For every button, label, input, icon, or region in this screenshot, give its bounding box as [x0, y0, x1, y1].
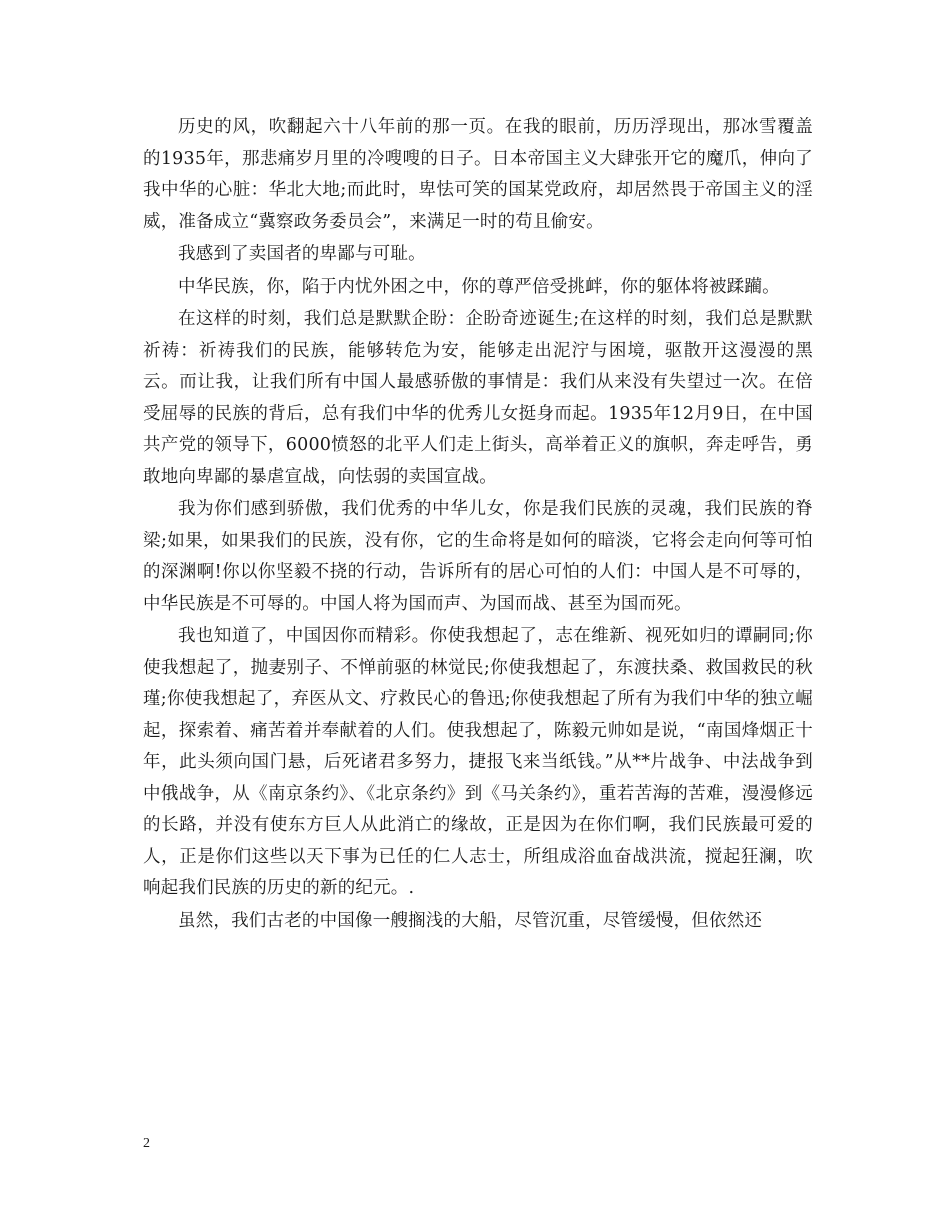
paragraph-3: 中华民族，你，陷于内忧外困之中，你的尊严倍受挑衅，你的躯体将被蹂躏。 [178, 276, 780, 297]
paragraph-7: 虽然，我们古老的中国像一艘搁浅的大船，尽管沉重，尽管缓慢，但依然还 [178, 910, 763, 931]
paragraph-6: 我也知道了，中国因你而精彩。你使我想起了，志在维新、视死如归的谭嗣同;你使我想起了，抛妻别子、不惮前驱的林觉民;你使我想起了，东渡扶桑、救国救民的秋瑾;你使我想起了，弃医从文、疗救民心的鲁迅;你使我想起了所有为我们中华的独立崛起，探索着、痛苦着并奉献着的人们。使我想起了，陈毅元帅如是说，“南国烽烟正十年，此头须向国门悬，后死诸君多努力，捷报飞来当纸钱。”从**片战争、中法战争到中俄战争，从《南京条约》、《北京条约》到《马关条约》，重若苦海的苦难，漫漫修远的长路，并没有使东方巨人从此消亡的缘故，正是因为在你们啊，我们民族最可爱的人，正是你们这些以天下事为已任的仁人志士，所组成浴血奋战洪流，搅起狂澜，吹响起我们民族的历史的新的纪元。. [143, 626, 813, 898]
document-body [143, 112, 813, 937]
paragraph-5: 我为你们感到骄傲，我们优秀的中华儿女，你是我们民族的灵魂，我们民族的脊梁;如果，如果我们的民族，没有你，它的生命将是如何的暗淡，它将会走向何等可怕的深渊啊!你以你坚毅不挠的行动，告诉所有的居心可怕的人们：中国人是不可辱的，中华民族是不可辱的。中国人将为国而声、为国而战、甚至为国而死。 [143, 499, 813, 614]
paragraph-2: 我感到了卖国者的卑鄙与可耻。 [178, 244, 426, 264]
page-number: 2 [143, 1136, 150, 1151]
paragraph-4: 在这样的时刻，我们总是默默企盼：企盼奇迹诞生;在这样的时刻，我们总是默默祈祷：祈祷我们的民族，能够转危为安，能够走出泥泞与困境，驱散开这漫漫的黑云。而让我，让我们所有中国人最感骄傲的事情是：我们从来没有失望过一次。在倍受屈辱的民族的背后，总有我们中华的优秀儿女挺身而起。1935年12月9日，在中国共产党的领导下，6000愤怒的北平人们走上街头，高举着正义的旗帜，奔走呼告，勇敢地向卑鄙的暴虐宣战，向怯弱的卖国宣战。 [143, 309, 813, 487]
paragraph-1: 历史的风，吹翻起六十八年前的那一页。在我的眼前，历历浮现出，那冰雪覆盖的1935年，那悲痛岁月里的冷嗖嗖的日子。日本帝国主义大肆张开它的魔爪，伸向了我中华的心脏：华北大地;而此时，卑怯可笑的国某党政府，却居然畏于帝国主义的淫威，准备成立“冀察政务委员会”，来满足一时的苟且偷安。 [143, 117, 813, 232]
